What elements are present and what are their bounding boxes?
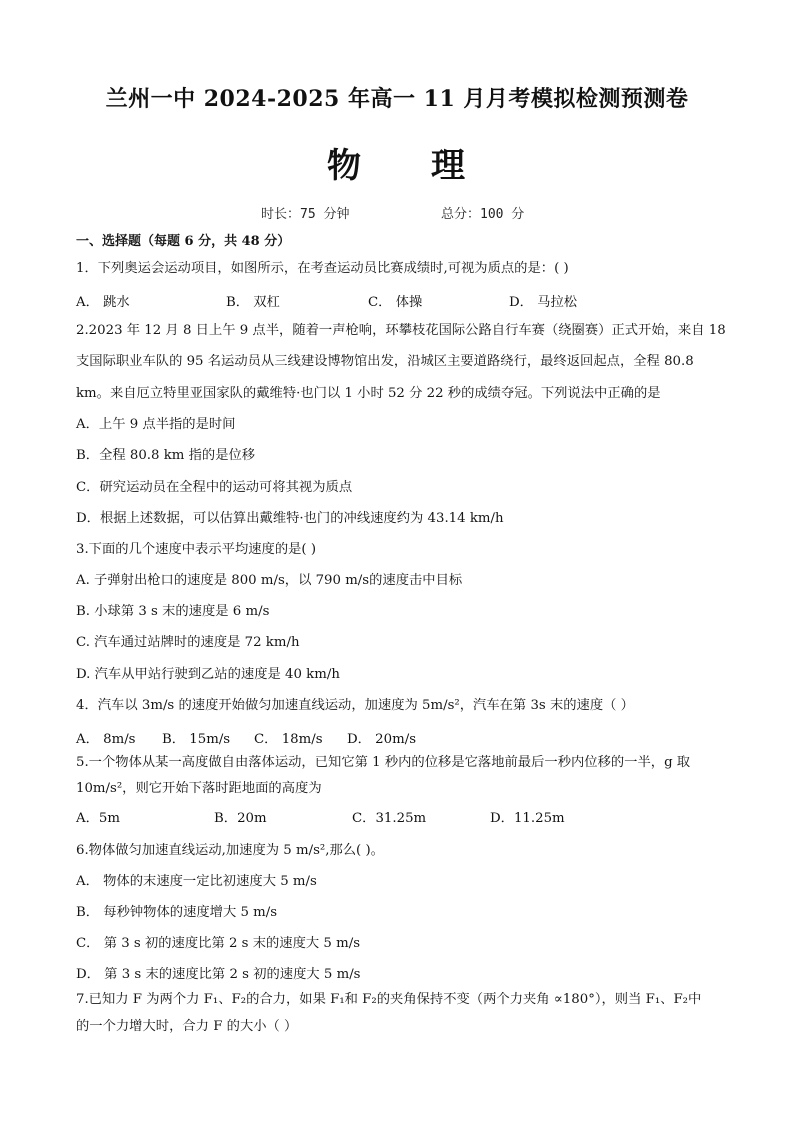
subject-title: [0, 138, 794, 187]
question-6-stem: 6.物体做匀加速直线运动,加速度为 5 m/s²,那么( )。: [76, 843, 384, 858]
question-3-option-a: A. 子弹射出枪口的速度是 800 m/s，以 790 m/s的速度击中目标: [76, 573, 463, 588]
question-2-stem-line-1: 2.2023 年 12 月 8 日上午 9 点半，随着一声枪响，环攀枝花国际公路自行车赛（绕圈赛）正式开始，来自 18: [76, 323, 726, 338]
question-7-stem-line-2: 的一个力增大时，合力 F 的大小（ ）: [76, 1019, 298, 1034]
question-7-stem-line-1: 7.已知力 F 为两个力 F₁、F₂的合力，如果 F₁和 F₂的夹角保持不变（两个力夹角 ∝180°），则当 F₁、F₂中: [76, 992, 702, 1007]
question-5-stem-line-2: 10m/s²，则它开始下落时距地面的高度为: [76, 781, 322, 796]
question-6-option-c: C． 第 3 s 初的速度比第 2 s 末的速度大 5 m/s: [76, 936, 361, 951]
question-4-option-c: C． 18m/s: [254, 732, 323, 747]
question-4-option-d: D． 20m/s: [347, 732, 417, 747]
question-5-option-a: A．5m: [76, 811, 120, 826]
subject-char-1: 物: [327, 146, 363, 186]
question-4-option-b: B． 15m/s: [162, 732, 231, 747]
exam-total-score: 总分：100 分: [441, 207, 525, 222]
question-5-stem-line-1: 5.一个物体从某一高度做自由落体运动，已知它第 1 秒内的位移是它落地前最后一秒内位移的一半，g 取: [76, 755, 691, 770]
question-2-option-d: D．根据上述数据，可以估算出戴维特·也门的冲线速度约为 43.14 km/h: [76, 511, 504, 526]
section-heading: 一、选择题（每题 6 分，共 48 分）: [76, 234, 291, 249]
question-1-option-a: A． 跳水: [76, 295, 130, 310]
question-2-option-a: A．上午 9 点半指的是时间: [76, 417, 236, 432]
question-1-option-c: C． 体操: [368, 295, 423, 310]
question-5-option-b: B．20m: [214, 811, 267, 826]
question-1-option-b: B． 双杠: [226, 295, 280, 310]
question-3-option-d: D. 汽车从甲站行驶到乙站的速度是 40 km/h: [76, 667, 340, 682]
question-3-stem: 3.下面的几个速度中表示平均速度的是( ): [76, 542, 317, 557]
question-6-option-a: A． 物体的末速度一定比初速度大 5 m/s: [76, 874, 317, 889]
question-3-option-c: C. 汽车通过站牌时的速度是 72 km/h: [76, 635, 300, 650]
subject-char-2: 理: [431, 146, 467, 186]
question-2-stem-line-2: 支国际职业车队的 95 名运动员从三线建设博物馆出发，沿城区主要道路绕行，最终返回起点，全程 80.8: [76, 354, 694, 369]
exam-title: 兰州一中 2024-2025 年高一 11 月月考模拟检测预测卷: [105, 86, 689, 112]
question-3-option-b: B. 小球第 3 s 末的速度是 6 m/s: [76, 604, 270, 619]
question-4-stem: 4．汽车以 3m/s 的速度开始做匀加速直线运动，加速度为 5m/s²，汽车在第 3s 末的速度（ ）: [76, 698, 634, 713]
question-6-option-b: B． 每秒钟物体的速度增大 5 m/s: [76, 905, 278, 920]
question-1-stem: 1．下列奥运会运动项目，如图所示，在考查运动员比赛成绩时,可视为质点的是：( ): [76, 261, 569, 276]
question-2-option-b: B．全程 80.8 km 指的是位移: [76, 448, 256, 463]
question-5-option-c: C．31.25m: [352, 811, 427, 826]
question-1-option-d: D． 马拉松: [509, 295, 578, 310]
question-5-option-d: D．11.25m: [490, 811, 565, 826]
question-2-stem-line-3: km。来自厄立特里亚国家队的戴维特·也门以 1 小时 52 分 22 秒的成绩夺冠。下列说法中正确的是: [76, 386, 661, 401]
exam-duration: 时长：75 分钟: [261, 207, 350, 222]
question-6-option-d: D． 第 3 s 末的速度比第 2 s 初的速度大 5 m/s: [76, 967, 361, 982]
question-2-option-c: C．研究运动员在全程中的运动可将其视为质点: [76, 480, 353, 495]
question-4-option-a: A． 8m/s: [76, 732, 136, 747]
